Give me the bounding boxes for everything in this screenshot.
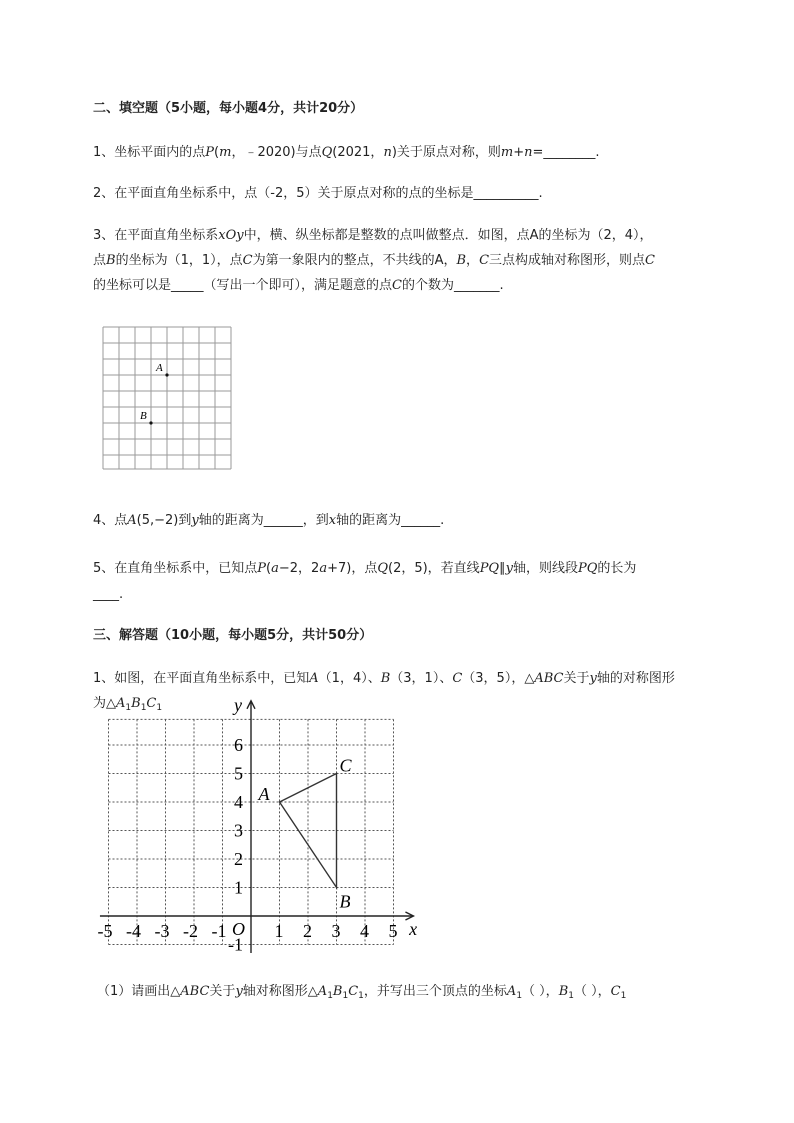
y-axis-label: y xyxy=(234,694,242,715)
triangle-abc xyxy=(280,774,337,888)
fill-question-3-line1: 3、在平面直角坐标系xOy中，横、纵坐标都是整数的点叫做整点．如图，点A的坐标为（2，4）， xyxy=(93,228,653,243)
x-tick-label: 2 xyxy=(303,921,312,941)
small-label-b: B xyxy=(140,410,147,422)
x-tick-label: 3 xyxy=(331,921,341,941)
x-tick-label: -2 xyxy=(183,921,198,941)
x-tick-label: -1 xyxy=(211,921,227,941)
point-label-a: A xyxy=(258,784,270,804)
y-tick-label: 1 xyxy=(234,877,243,898)
x-tick-label: 5 xyxy=(388,921,398,941)
section3-heading: 三、解答题（10小题，每小题5分，共计50分） xyxy=(93,628,373,643)
x-tick-label: -5 xyxy=(97,921,113,941)
fill-question-4: 4、点A(5,−2)到y轴的距离为______，到x轴的距离为______. xyxy=(93,513,445,528)
small-point-a xyxy=(165,373,168,376)
y-tick-label: 2 xyxy=(234,849,243,869)
x-tick-label: 4 xyxy=(360,921,369,941)
point-label-c: C xyxy=(339,755,352,776)
origin-label: O xyxy=(232,919,245,939)
x-tick-label: 1 xyxy=(274,921,284,941)
answer-question-1-sub1: （1）请画出△ABC关于y轴对称图形$\triangle A_1B_1C_1$，并写出三个顶点的坐标$A_1$（ ），$B_1$（ ），$C_1$ xyxy=(97,984,627,1001)
fill-question-5-line2: ____. xyxy=(93,587,124,602)
small-label-a: A xyxy=(156,362,163,374)
fill-question-5-line1: 5、在直角坐标系中，已知点P(a−2，2a+7)，点Q(2，5)，若直线PQ∥y轴，则线段PQ的长为 xyxy=(93,561,637,576)
fill-question-1: 1、坐标平面内的点P(m，﹣2020)与点Q(2021，n)关于原点对称，则m+n=________. xyxy=(93,145,600,160)
fill-question-2: 2、在平面直角坐标系中，点（-2，5）关于原点对称的点的坐标是__________. xyxy=(93,186,543,201)
x-tick-label: -3 xyxy=(154,921,170,941)
y-tick-label: 6 xyxy=(234,735,243,755)
point-label-b: B xyxy=(339,891,351,912)
y-tick-label: 5 xyxy=(234,763,243,784)
small-point-b xyxy=(149,421,152,424)
y-tick-label: 4 xyxy=(234,792,243,812)
small-grid-figure xyxy=(100,325,240,471)
fill-question-3-line2: 点B的坐标为（1，1），点C为第一象限内的整点，不共线的A，B，C三点构成轴对称图形，则点C xyxy=(93,253,655,268)
section2-heading: 二、填空题（5小题，每小题4分，共计20分） xyxy=(93,101,364,116)
y-tick-label: 3 xyxy=(234,820,243,841)
x-axis-label: x xyxy=(409,919,418,939)
fill-question-3-line3: 的坐标可以是_____（写出一个即可），满足题意的点C的个数为_______. xyxy=(93,278,504,293)
y-tick-label: -1 xyxy=(228,934,243,955)
answer-question-1-line2: 为$\triangle A_1B_1C_1$ xyxy=(93,696,163,713)
small-grid-lines xyxy=(103,327,231,469)
answer-question-1-line1: 1、如图，在平面直角坐标系中，已知A（1，4）、B（3，1）、C（3，5），△ABC关于y轴的对称图形 xyxy=(93,671,675,686)
x-tick-label: -4 xyxy=(126,921,141,941)
